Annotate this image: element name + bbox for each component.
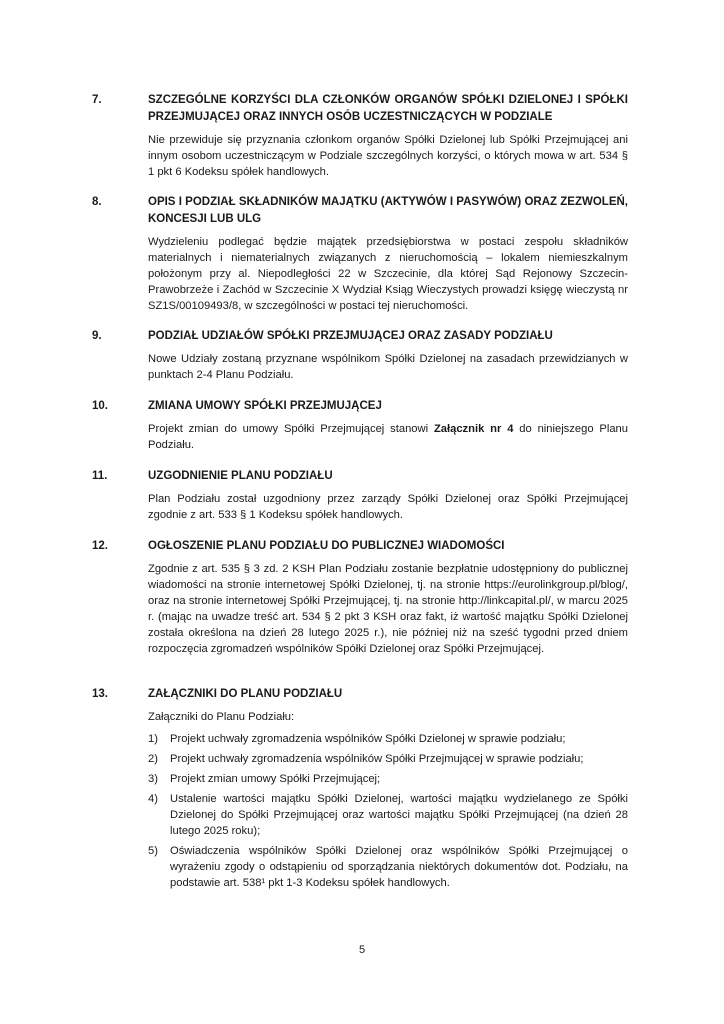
attachments-list bbox=[148, 731, 628, 891]
body-text: do niniejszego Planu Podziału. bbox=[148, 423, 629, 451]
section-body: Załączniki do Planu Podziału: bbox=[148, 711, 295, 723]
page-number: 5 bbox=[358, 944, 366, 956]
section-number: 9. bbox=[92, 330, 102, 342]
list-item bbox=[148, 791, 628, 839]
attachment-reference: Załącznik nr 4 bbox=[433, 423, 514, 435]
section-7 bbox=[92, 92, 628, 180]
list-item bbox=[148, 751, 628, 767]
list-item-text: Projekt uchwały zgromadzenia wspólników Spółki Przejmującej w sprawie podziału; bbox=[170, 753, 584, 765]
section-11 bbox=[92, 468, 628, 523]
section-title: ZAŁĄCZNIKI DO PLANU PODZIAŁU bbox=[148, 688, 343, 700]
section-number: 13. bbox=[92, 688, 108, 700]
section-title: OPIS I PODZIAŁ SKŁADNIKÓW MAJĄTKU (AKTYWÓW I PASYWÓW) ORAZ ZEZWOLEŃ, KONCESJI LUB ULG bbox=[148, 196, 628, 225]
section-9 bbox=[92, 328, 628, 383]
section-body: Nie przewiduje się przyznania członkom organów Spółki Dzielonej lub Spółki Przejmującej ani innym osobom uczestniczącym w Podziale szczególnych korzyści, o których mowa w art. 534 § 1 pkt 6 Kodeksu spółek handlowych. bbox=[148, 134, 628, 178]
section-number: 12. bbox=[92, 540, 108, 552]
list-item-number: 2) bbox=[148, 753, 158, 765]
section-number: 10. bbox=[92, 400, 108, 412]
body-text: Projekt zmian do umowy Spółki Przejmującej stanowi bbox=[148, 423, 434, 435]
section-body bbox=[148, 421, 628, 453]
list-item bbox=[148, 731, 628, 747]
list-item-number: 4) bbox=[148, 793, 158, 805]
section-title: OGŁOSZENIE PLANU PODZIAŁU DO PUBLICZNEJ WIADOMOŚCI bbox=[148, 540, 505, 552]
list-item-number: 3) bbox=[148, 773, 158, 785]
list-item-text: Ustalenie wartości majątku Spółki Dzielonej, wartości majątku wydzielanego ze Spółki Dzielonej do Spółki Przejmującej oraz wartości majątku Spółki Przejmującej (na dzień 28 lutego 2025 roku); bbox=[170, 793, 628, 837]
list-item-number: 1) bbox=[148, 733, 158, 745]
list-item-text: Projekt zmian umowy Spółki Przejmującej; bbox=[170, 773, 381, 785]
section-body: Nowe Udziały zostaną przyznane wspólnikom Spółki Dzielonej na zasadach przewidzianych w punktach 2-4 Planu Podziału. bbox=[148, 353, 628, 381]
section-title: SZCZEGÓLNE KORZYŚCI DLA CZŁONKÓW ORGANÓW SPÓŁKI DZIELONEJ I SPÓŁKI PRZEJMUJĄCEJ ORAZ INNYCH OSÓB UCZESTNICZĄCYCH W PODZIALE bbox=[148, 94, 628, 123]
section-8 bbox=[92, 194, 628, 314]
list-item bbox=[148, 843, 628, 891]
section-13 bbox=[92, 686, 628, 895]
list-item-text: Projekt uchwały zgromadzenia wspólników Spółki Dzielonej w sprawie podziału; bbox=[170, 733, 566, 745]
list-item-text: Oświadczenia wspólników Spółki Dzielonej oraz wspólników Spółki Przejmującej o wyrażeniu zgody o odstąpieniu od sporządzania niektórych dokumentów dot. Podziału, na podstawie art. 538¹ pkt 1-3 Kodeksu spółek handlowych. bbox=[170, 845, 628, 889]
section-title: ZMIANA UMOWY SPÓŁKI PRZEJMUJĄCEJ bbox=[148, 400, 382, 412]
section-number: 7. bbox=[92, 94, 102, 106]
section-title: UZGODNIENIE PLANU PODZIAŁU bbox=[148, 470, 333, 482]
section-12 bbox=[92, 538, 628, 657]
section-body: Zgodnie z art. 535 § 3 zd. 2 KSH Plan Podziału zostanie bezpłatnie udostępniony do publicznej wiadomości na stronie internetowej Spółki Dzielonej, tj. na stronie https://eurolinkgroup.pl/blog/, oraz na stronie internetowej Spółki Przejmującej, tj. na stronie http://linkcapital.pl/, w marcu 2025 r. (mając na uwadze treść art. 534 § 2 pkt 3 KSH oraz fakt, iż wartość majątku Spółki Dzielonej została określona na dzień 28 lutego 2025 r.), nie później niż na sześć tygodni przed dniem rozpoczęcia zgromadzeń wspólników Spółki Dzielonej oraz Spółki Przejmującej. bbox=[148, 563, 628, 655]
section-number: 11. bbox=[92, 470, 108, 482]
section-title: PODZIAŁ UDZIAŁÓW SPÓŁKI PRZEJMUJĄCEJ ORAZ ZASADY PODZIAŁU bbox=[148, 330, 553, 342]
list-item bbox=[148, 771, 628, 787]
section-body: Wydzieleniu podlegać będzie majątek przedsiębiorstwa w postaci zespołu składników materialnych i niematerialnych związanych z nieruchomością – lokalem niemieszkalnym położonym przy al. Niepodległości 22 w Szczecinie, dla której Sąd Rejonowy Szczecin-Prawobrzeże i Zachód w Szczecinie X Wydział Ksiąg Wieczystych prowadzi księgę wieczystą nr SZ1S/00109493/8, w szczególności w postaci tej nieruchomości. bbox=[148, 236, 628, 312]
section-10 bbox=[92, 398, 628, 453]
section-number: 8. bbox=[92, 196, 102, 208]
section-body: Plan Podziału został uzgodniony przez zarządy Spółki Dzielonej oraz Spółki Przejmującej zgodnie z art. 533 § 1 Kodeksu spółek handlowych. bbox=[148, 493, 628, 521]
list-item-number: 5) bbox=[148, 845, 158, 857]
